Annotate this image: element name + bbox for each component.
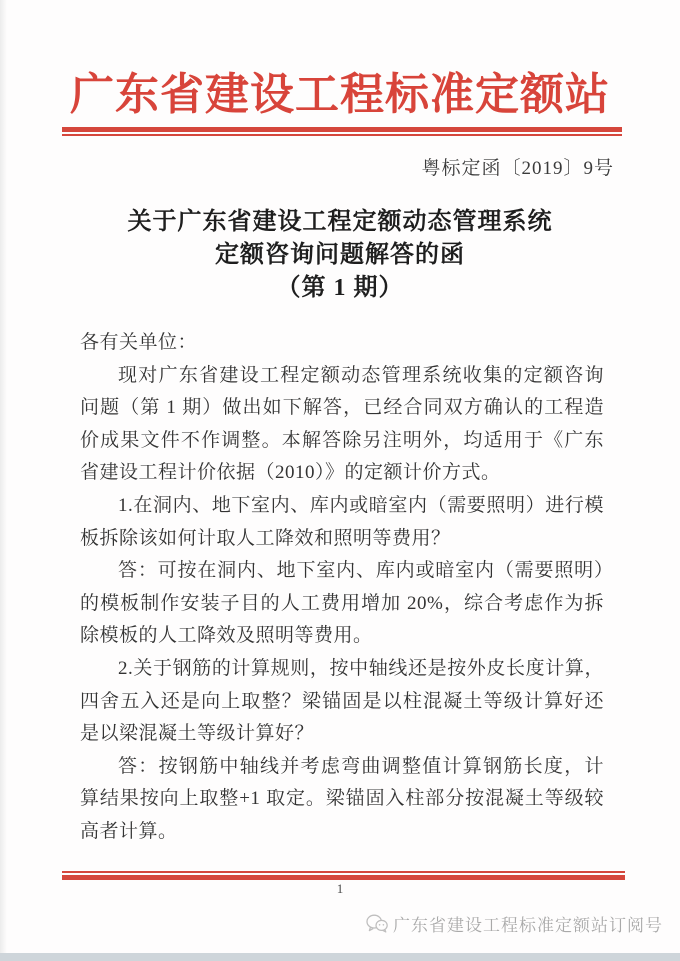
document-number: 粤标定函〔2019〕9号	[421, 158, 614, 179]
document-title	[40, 206, 640, 305]
paragraph-question-2: 2.关于钢筋的计算规则，按中轴线还是按外皮长度计算，四舍五入还是向上取整？梁锚固是以柱混凝土等级计算好还是以梁混凝土等级计算好？	[80, 657, 604, 745]
document-title-line1: 关于广东省建设工程定额动态管理系统	[127, 209, 553, 235]
salutation: 各有关单位：	[80, 332, 198, 353]
watermark-text: 广东省建设工程标准定额站订阅号	[393, 916, 663, 935]
paragraph-question-1: 1.在洞内、地下室内、库内或暗室内（需要照明）进行模板拆除该如何计取人工降效和照明等费用？	[80, 494, 604, 549]
paragraph-answer-1: 答：可按在洞内、地下室内、库内或暗室内（需要照明）的模板制作安装子目的人工费用增加 20%，综合考虑作为拆除模板的人工降效及照明等费用。	[80, 560, 604, 647]
wechat-icon	[366, 914, 388, 933]
letterhead-divider	[62, 127, 622, 136]
divider-thin-line	[62, 134, 622, 136]
document-body	[80, 327, 604, 849]
document-title-line2: 定额咨询问题解答的函	[215, 242, 465, 268]
scan-edge-left	[0, 0, 7, 961]
scan-edge-bottom	[0, 953, 680, 961]
page-number: 1	[336, 881, 344, 896]
paragraph-intro: 现对广东省建设工程定额动态管理系统收集的定额咨询问题（第 1 期）做出如下解答，已经合同双方确认的工程造价成果文件不作调整。本解答除另注明外，均适用于《广东省建设工程计价依据（2010）》的定额计价方式。	[80, 364, 604, 484]
footer-divider	[62, 871, 625, 880]
divider-thick-line	[62, 875, 625, 880]
document-title-line3: （第 1 期）	[276, 275, 404, 301]
paragraph-answer-2: 答：按钢筋中轴线并考虑弯曲调整值计算钢筋长度，计算结果按向上取整+1 取定。梁锚固入柱部分按混凝土等级较高者计算。	[80, 755, 604, 842]
subscription-watermark	[366, 911, 663, 936]
letterhead-org-title: 广东省建设工程标准定额站	[70, 70, 610, 119]
